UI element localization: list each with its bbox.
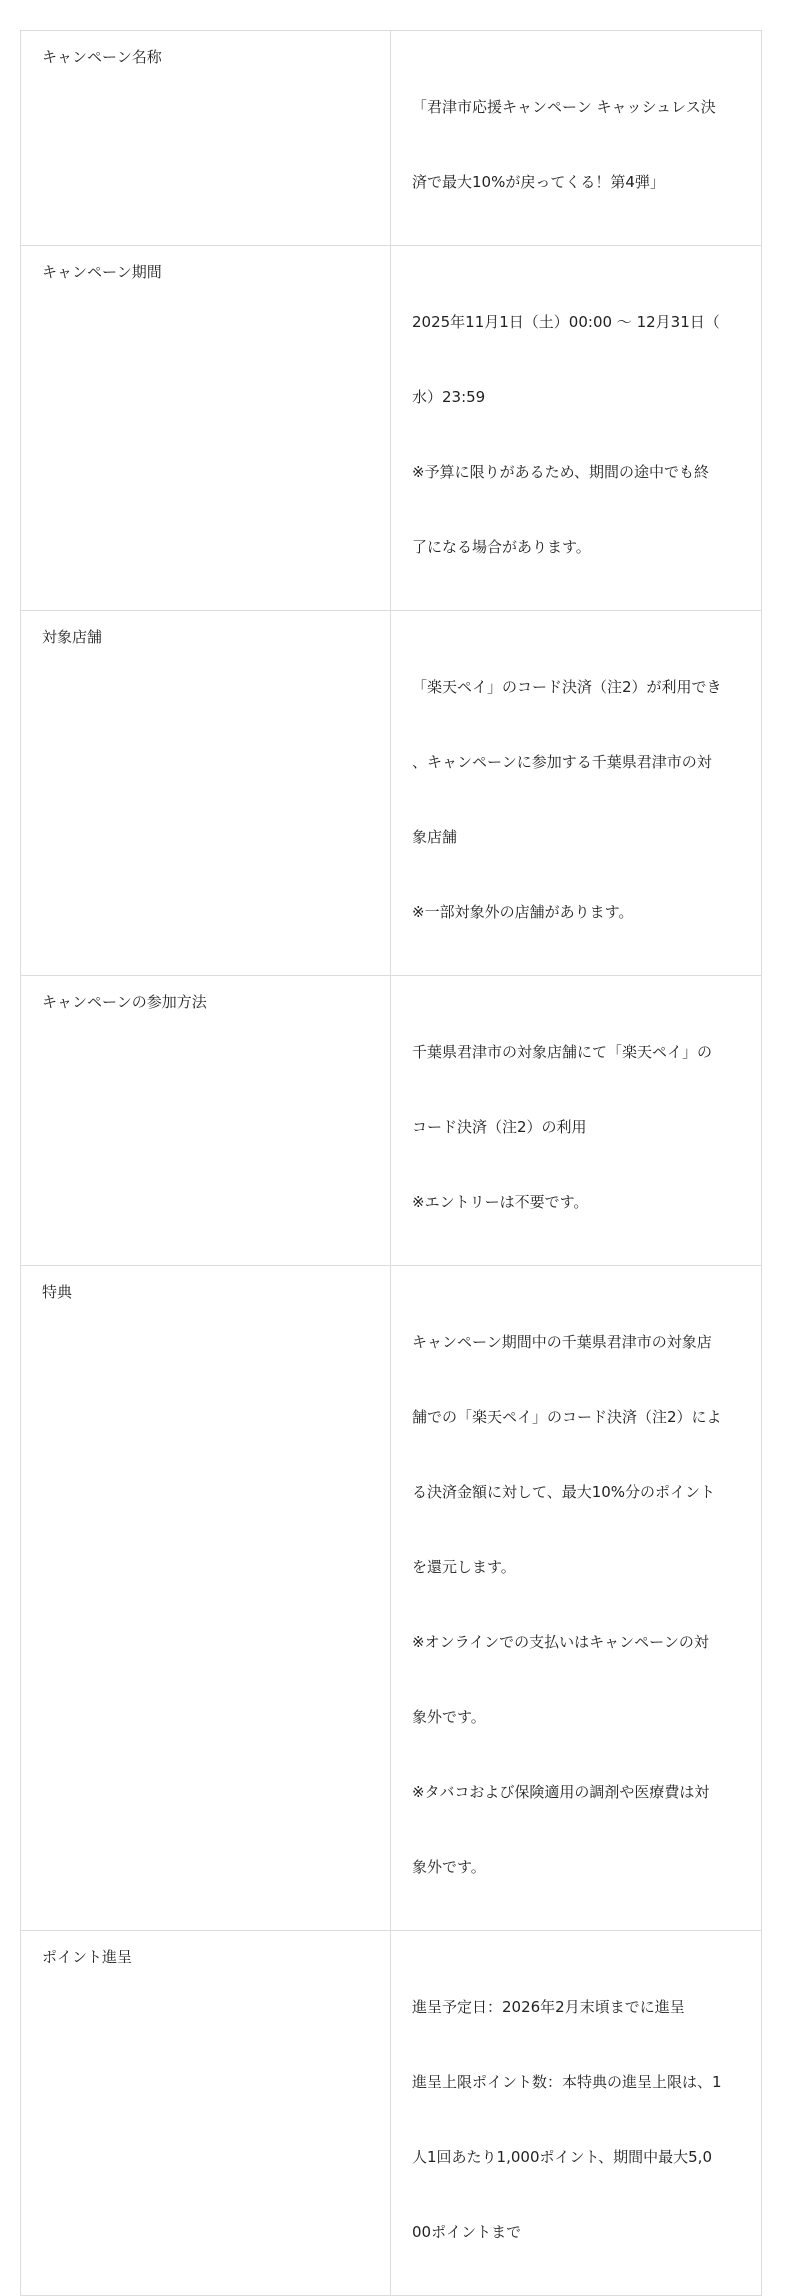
value-line: 済で最大10%が戻ってくる！第4弾」 [412, 173, 665, 191]
row-label: 特典 [21, 1266, 391, 1931]
row-value [391, 246, 762, 611]
value-line: ※タバコおよび保険適用の調剤や医療費は対 [412, 1783, 710, 1801]
value-line: 水）23:59 [412, 388, 486, 406]
value-line: 象店舗 [412, 828, 458, 846]
row-label: ポイント進呈 [21, 1931, 391, 2296]
value-line: 象外です。 [412, 1858, 486, 1876]
value-line: を還元します。 [412, 1558, 516, 1576]
value-line: 象外です。 [412, 1708, 486, 1726]
row-value [391, 1266, 762, 1931]
row-label: キャンペーン名称 [21, 31, 391, 246]
value-line: 人1回あたり1,000ポイント、期間中最大5,0 [412, 2148, 712, 2166]
table-row-point-grant [21, 1931, 762, 2296]
value-line: 2025年11月1日（土）00:00 〜 12月31日（ [412, 313, 720, 331]
row-value [391, 31, 762, 246]
row-value [391, 1931, 762, 2296]
row-value [391, 611, 762, 976]
row-label: キャンペーンの参加方法 [21, 976, 391, 1266]
row-label: 対象店舗 [21, 611, 391, 976]
value-line: ※エントリーは不要です。 [412, 1193, 589, 1211]
value-line: コード決済（注2）の利用 [412, 1118, 587, 1136]
value-line: 00ポイントまで [412, 2223, 522, 2241]
value-line: 進呈予定日：2026年2月末頃までに進呈 [412, 1998, 685, 2016]
value-line: 了になる場合があります。 [412, 538, 591, 556]
value-line: 舗での「楽天ペイ」のコード決済（注2）によ [412, 1408, 722, 1426]
value-line: る決済金額に対して、最大10%分のポイント [412, 1483, 716, 1501]
value-line: キャンペーン期間中の千葉県君津市の対象店 [412, 1333, 712, 1351]
value-line: 、キャンペーンに参加する千葉県君津市の対 [412, 753, 712, 771]
table-row-benefit [21, 1266, 762, 1931]
row-value [391, 976, 762, 1266]
value-line: ※一部対象外の店舗があります。 [412, 903, 634, 921]
value-line: ※オンラインでの支払いはキャンペーンの対 [412, 1633, 709, 1651]
table-row-campaign-period [21, 246, 762, 611]
table-row-participation-method [21, 976, 762, 1266]
value-line: 「君津市応援キャンペーン キャッシュレス決 [412, 98, 716, 116]
value-line: 進呈上限ポイント数：本特典の進呈上限は、1 [412, 2073, 722, 2091]
row-label: キャンペーン期間 [21, 246, 391, 611]
value-line: ※予算に限りがあるため、期間の途中でも終 [412, 463, 709, 481]
value-line: 「楽天ペイ」のコード決済（注2）が利用でき [412, 678, 722, 696]
value-line: 千葉県君津市の対象店舗にて「楽天ペイ」の [412, 1043, 713, 1061]
table-row-campaign-name [21, 31, 762, 246]
table-row-target-stores [21, 611, 762, 976]
campaign-info-table [20, 30, 762, 2296]
